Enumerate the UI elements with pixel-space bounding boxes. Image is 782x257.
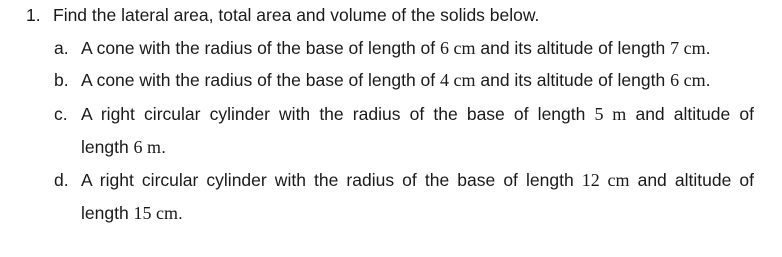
- item-a-text: A cone with the radius of the base of length of 6 cm and its altitude of length 7 cm.: [81, 38, 711, 58]
- item-b-letter: b.: [54, 70, 69, 90]
- item-d-line2: length 15 cm.: [81, 203, 183, 223]
- item-d: [54, 170, 754, 230]
- item-a-letter: a.: [54, 38, 69, 58]
- item-b: [54, 70, 754, 94]
- item-c: [54, 104, 754, 164]
- item-a: [54, 38, 754, 62]
- item-d-line1: A right circular cylinder with the radius of the base of length 12 cm and altitude of: [81, 170, 754, 190]
- item-c-letter: c.: [54, 104, 68, 124]
- item-d-letter: d.: [54, 170, 69, 190]
- item-c-line2: length 6 m.: [81, 137, 166, 157]
- item-b-text: A cone with the radius of the base of length of 4 cm and its altitude of length 6 cm.: [81, 70, 711, 90]
- question-number: 1.: [26, 5, 41, 25]
- question-text: Find the lateral area, total area and volume of the solids below.: [53, 5, 540, 25]
- item-c-line1: A right circular cylinder with the radius of the base of length 5 m and altitude of: [81, 104, 754, 124]
